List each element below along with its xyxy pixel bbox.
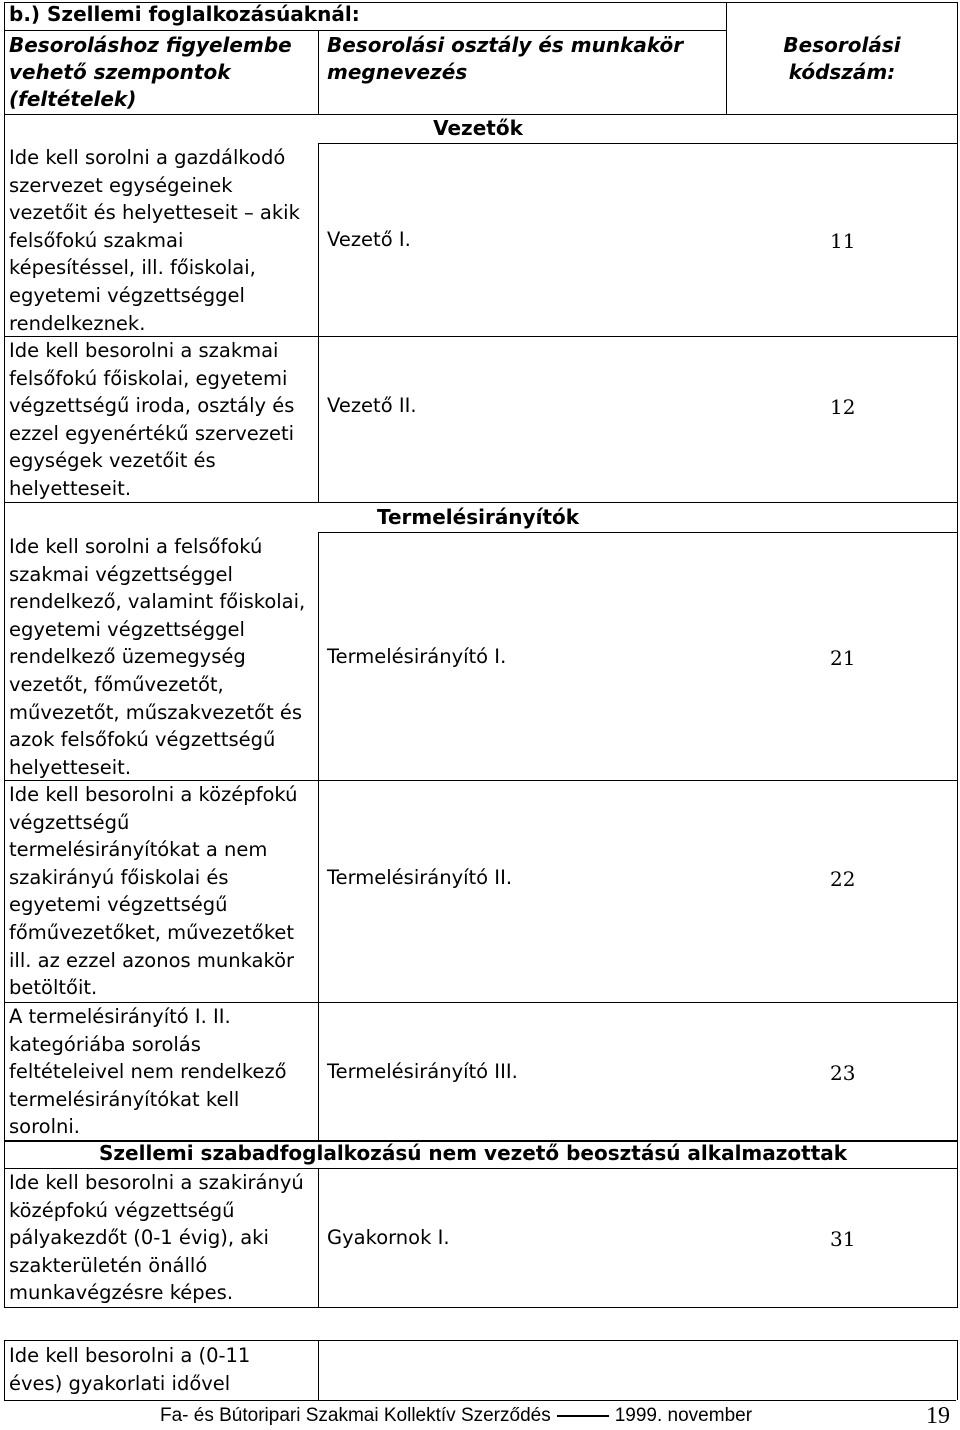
criteria-row-3: Ide kell sorolni a felsőfokú szakmai végzettséggel rendelkező, valamint főiskolai, egyetemi végzettséggel rendelkező üzemegység vezetőt, főművezetőt, művezetőt, műszakvezetőt és azok felsőfokú végzettségű helyetteseit. [9, 535, 306, 779]
job-row-5: Termelésirányító III. [327, 1060, 518, 1083]
header-criteria: Besoroláshoz figyelembe vehető szempontok (feltételek) [9, 33, 292, 111]
group-production: Termelésirányítók [376, 505, 580, 529]
footer-left-text: Fa- és Bútoripari Szakmai Kollektív Szerződés [160, 1405, 551, 1426]
footer-right-text: 1999. november [614, 1405, 753, 1426]
group-leaders: Vezetők [433, 116, 523, 140]
group-intellectual: Szellemi szabadfoglalkozású nem vezető beosztású alkalmazottak [99, 1141, 848, 1165]
rule-production [318, 532, 958, 533]
criteria-divider-c [318, 1168, 319, 1308]
rule-title [4, 30, 726, 31]
footer-rule [4, 1400, 956, 1401]
code-row-4: 22 [830, 867, 856, 891]
job-row-2: Vezető II. [327, 394, 417, 417]
criteria-row-1: Ide kell sorolni a gazdálkodó szervezet egységeinek vezetőit és helyetteseit – akik felsőfokú szakmai képesítéssel, ill. főiskolai, egyetemi végzettséggel rendelkeznek. [9, 146, 300, 335]
col-divider-1 [318, 30, 319, 114]
criteria-divider-a [318, 143, 319, 502]
section-title: b.) Szellemi foglalkozásúaknál: [9, 2, 360, 26]
criteria-row-5: A termelésirányító I. II. kategóriába sorolás feltételeivel nem rendelkező termelésirányítókat kell sorolni. [9, 1005, 287, 1139]
job-row-3: Termelésirányító I. [327, 645, 507, 668]
footer-dash [557, 1415, 609, 1417]
criteria-row-4: Ide kell besorolni a középfokú végzettségű termelésirányítókat a nem szakirányú főiskolai és egyetemi végzettségű főművezetőket, művezetőket ill. az ezzel azonos munkakör betöltőit. [9, 783, 298, 1000]
header-code: Besorolási kódszám: [783, 33, 901, 84]
header-job: Besorolási osztály és munkakör megnevezés [327, 33, 684, 84]
job-row-6: Gyakornok I. [327, 1226, 450, 1249]
criteria-row-2: Ide kell besorolni a szakmai felsőfokú főiskolai, egyetemi végzettségű iroda, osztály és ezzel egyenértékű szervezeti egységek vezetőit és helyetteseit. [9, 339, 295, 500]
code-row-1: 11 [830, 229, 856, 253]
page-footer [160, 1405, 752, 1427]
rule-leaders [318, 143, 958, 144]
code-row-3: 21 [830, 646, 856, 670]
code-row-5: 23 [830, 1061, 856, 1085]
criteria-divider-b [318, 532, 319, 1141]
job-row-4: Termelésirányító II. [327, 866, 513, 889]
criteria-row-7: Ide kell besorolni a (0-11 éves) gyakorlati idővel [9, 1344, 251, 1395]
job-row-1: Vezető I. [327, 228, 411, 251]
page-number: 19 [926, 1403, 950, 1429]
code-row-6: 31 [830, 1227, 856, 1251]
criteria-divider-d [318, 1340, 319, 1400]
code-row-2: 12 [830, 395, 856, 419]
criteria-row-6: Ide kell besorolni a szakirányú középfokú végzettségű pályakezdőt (0-1 évig), aki szakterületén önálló munkavégzésre képes. [9, 1171, 304, 1305]
